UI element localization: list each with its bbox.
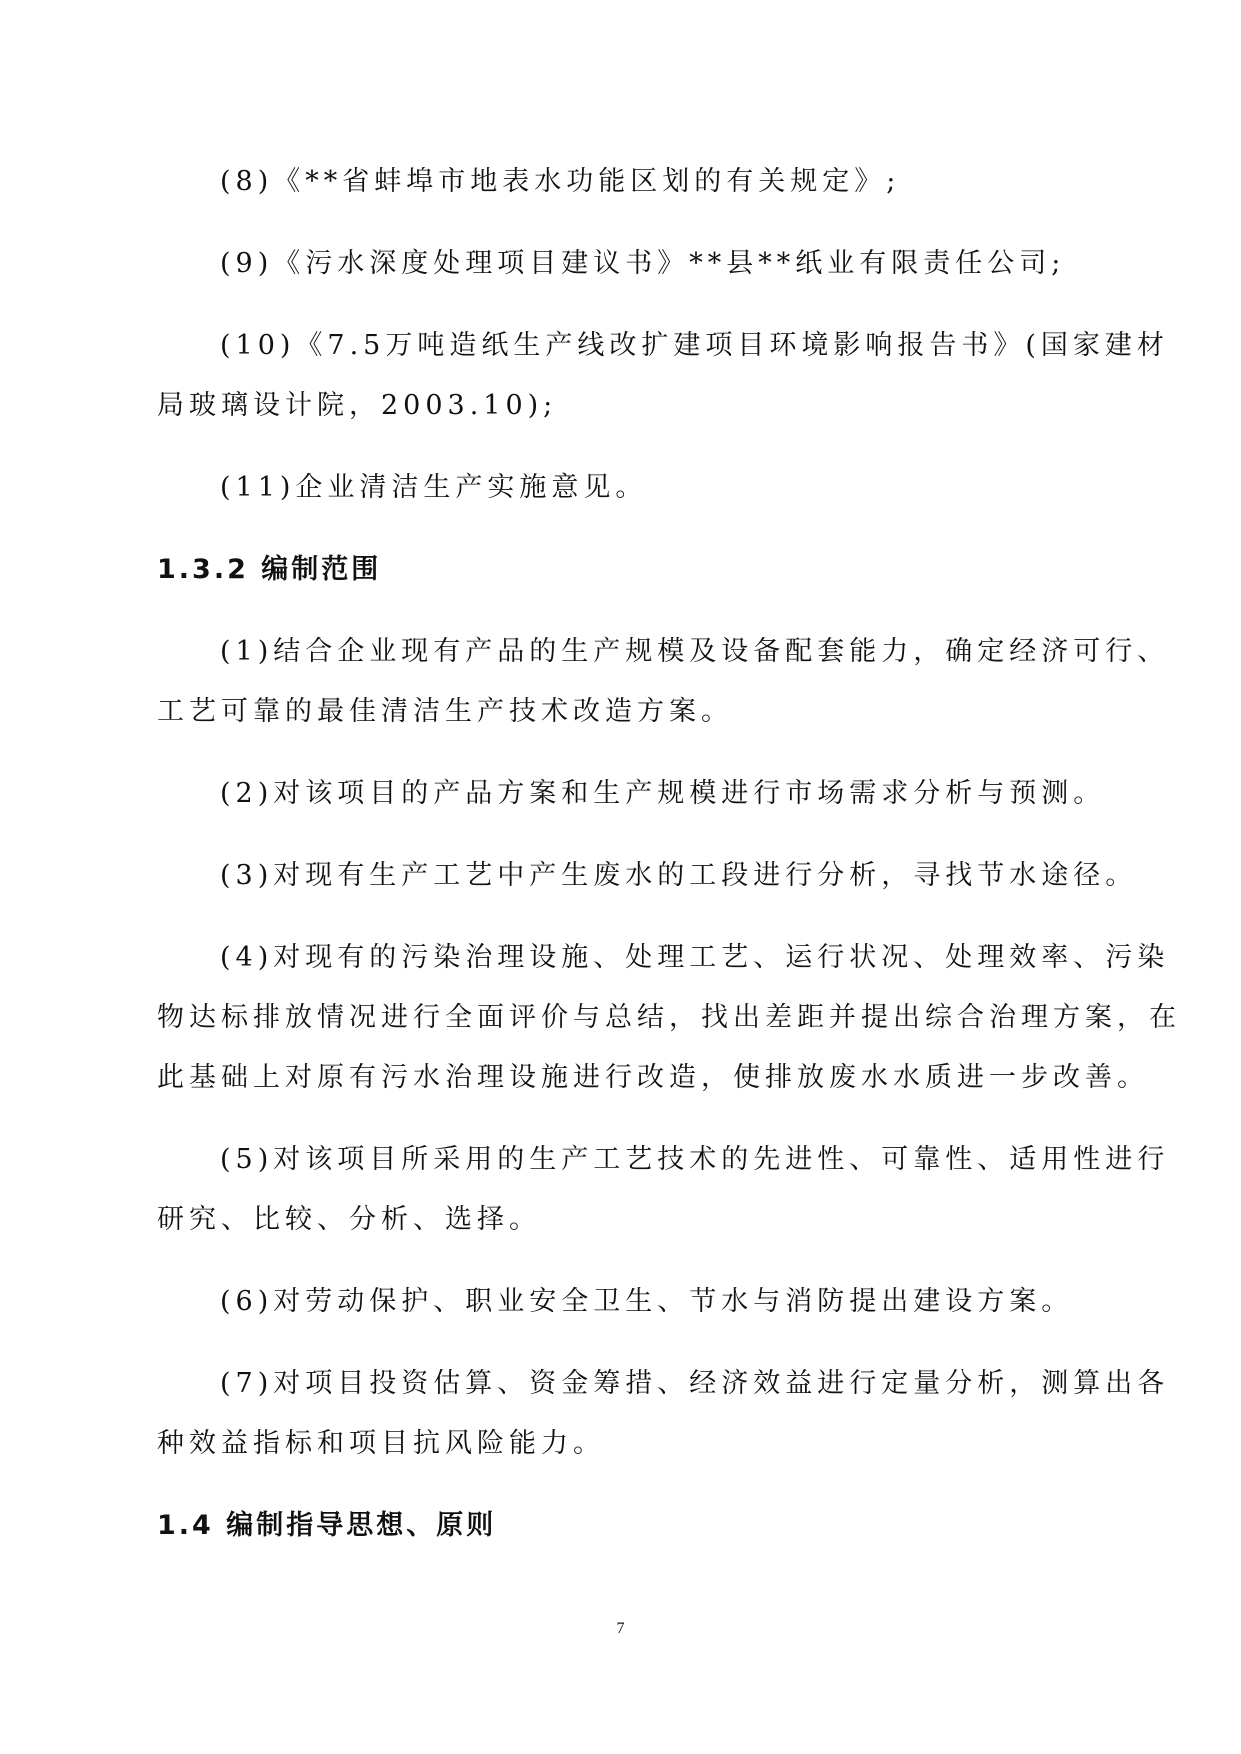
scope-item-7-line-1: (7)对项目投资估算、资金筹措、经济效益进行定量分析，测算出各 <box>220 1368 1170 1399</box>
scope-item-5-line-1: (5)对该项目所采用的生产工艺技术的先进性、可靠性、适用性进行 <box>220 1144 1170 1175</box>
scope-item-5-line-2: 研究、比较、分析、选择。 <box>157 1204 541 1235</box>
scope-item-6: (6)对劳动保护、职业安全卫生、节水与消防提出建设方案。 <box>220 1286 1074 1317</box>
reference-10-line-1: (10)《7.5万吨造纸生产线改扩建项目环境影响报告书》(国家建材 <box>220 330 1169 361</box>
page-number: 7 <box>616 1620 625 1637</box>
reference-8: (8)《**省蚌埠市地表水功能区划的有关规定》; <box>220 166 901 197</box>
reference-9: (9)《污水深度处理项目建议书》**县**纸业有限责任公司; <box>220 248 1066 279</box>
scope-item-4-line-1: (4)对现有的污染治理设施、处理工艺、运行状况、处理效率、污染 <box>220 942 1170 973</box>
scope-item-3: (3)对现有生产工艺中产生废水的工段进行分析，寻找节水途径。 <box>220 860 1138 891</box>
scope-item-4-line-3: 此基础上对原有污水治理设施进行改造，使排放废水水质进一步改善。 <box>157 1062 1149 1093</box>
scope-item-1-line-1: (1)结合企业现有产品的生产规模及设备配套能力，确定经济可行、 <box>220 636 1170 667</box>
scope-item-1-line-2: 工艺可靠的最佳清洁生产技术改造方案。 <box>157 696 733 727</box>
scope-item-4-line-2: 物达标排放情况进行全面评价与总结，找出差距并提出综合治理方案，在 <box>157 1002 1181 1033</box>
scope-item-2: (2)对该项目的产品方案和生产规模进行市场需求分析与预测。 <box>220 778 1106 809</box>
reference-11: (11)企业清洁生产实施意见。 <box>220 472 648 503</box>
section-heading-1-3-2: 1.3.2 编制范围 <box>157 554 382 585</box>
section-heading-1-4: 1.4 编制指导思想、原则 <box>157 1510 497 1541</box>
reference-10-line-2: 局玻璃设计院，2003.10); <box>157 390 558 421</box>
scope-item-7-line-2: 种效益指标和项目抗风险能力。 <box>157 1428 605 1459</box>
